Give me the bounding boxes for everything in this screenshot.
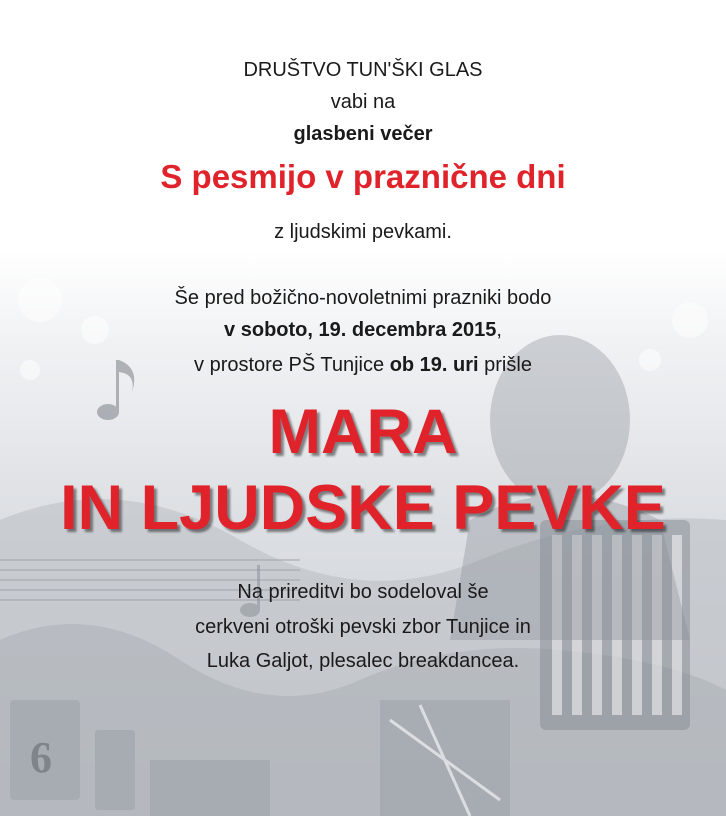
participants-line-3: Luka Galjot, plesalec breakdancea.	[206, 650, 520, 672]
venue-suffix: prišle	[478, 354, 532, 376]
invitation-text: vabi na	[330, 91, 396, 113]
event-date: v soboto, 19. decembra 2015	[224, 319, 497, 341]
headline-line-1: MARA	[268, 397, 458, 467]
event-date-line	[0, 318, 726, 342]
event-type: glasbeni večer	[293, 123, 433, 145]
participants-line-1: Na prireditvi bo sodeloval še	[237, 581, 489, 603]
date-comma: ,	[496, 319, 502, 341]
background-numeral: 6	[30, 733, 52, 782]
event-time: ob 19. uri	[389, 354, 479, 376]
singers-note: z ljudskimi pevkami.	[274, 221, 452, 243]
details-intro: Še pred božično-novoletnimi prazniki bodo	[174, 287, 552, 309]
organization-name: DRUŠTVO TUN'ŠKI GLAS	[243, 59, 483, 81]
headline-line-2: IN LJUDSKE PEVKE	[60, 473, 666, 543]
venue-prefix: v prostore PŠ Tunjice	[194, 354, 390, 376]
venue-line	[0, 353, 726, 377]
participants-line-2: cerkveni otroški pevski zbor Tunjice in	[195, 616, 531, 638]
event-title: S pesmijo v praznične dni	[160, 158, 566, 195]
